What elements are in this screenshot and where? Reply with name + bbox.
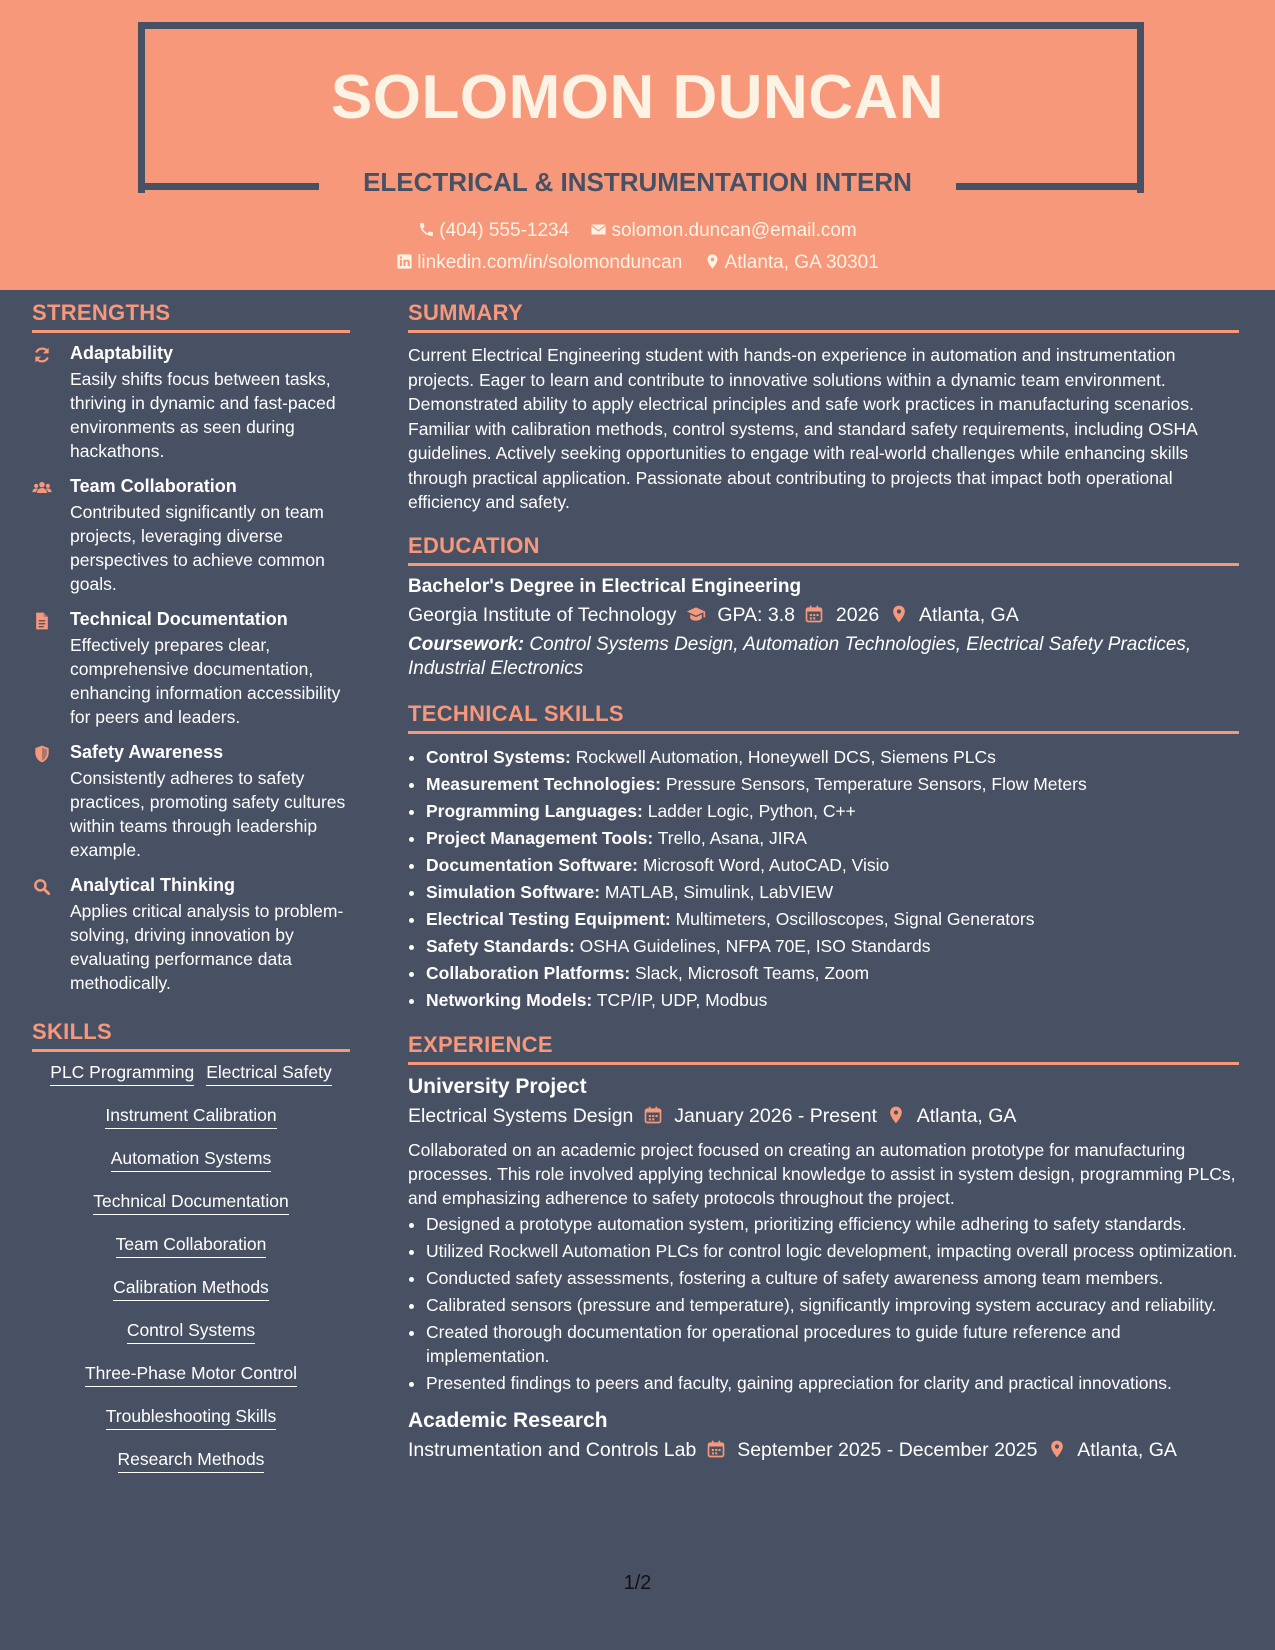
skill-category: Control Systems:	[426, 746, 571, 767]
skill-tag: Automation Systems	[111, 1148, 271, 1172]
skill-category: Simulation Software:	[426, 881, 601, 902]
contact-row-2	[0, 252, 1275, 274]
linkedin-icon	[396, 253, 413, 270]
skill-category: Safety Standards:	[426, 935, 575, 956]
strength-item	[32, 742, 350, 862]
phone-item[interactable]	[418, 220, 574, 241]
list-item	[426, 906, 1239, 933]
skill-category: Networking Models:	[426, 989, 593, 1010]
calendar-icon	[643, 1105, 663, 1125]
document-icon	[32, 611, 52, 631]
skill-category: Documentation Software:	[426, 854, 638, 875]
summary-heading: SUMMARY	[408, 300, 1239, 333]
job-location: Atlanta, GA	[1077, 1438, 1177, 1461]
technical-skills-heading: TECHNICAL SKILLS	[408, 701, 1239, 734]
list-item	[426, 987, 1239, 1014]
left-column	[32, 300, 350, 1492]
linkedin-text: linkedin.com/in/solomonduncan	[417, 252, 683, 273]
skill-tag: Electrical Safety	[206, 1062, 331, 1086]
strength-title: Safety Awareness	[70, 742, 224, 762]
skills-heading: SKILLS	[32, 1019, 350, 1052]
gpa-text: GPA: 3.8	[717, 603, 796, 626]
skill-tag: Troubleshooting Skills	[106, 1406, 277, 1430]
strength-title: Technical Documentation	[70, 609, 288, 629]
list-item: • Created thorough documentation for operational procedures to guide future reference and implementation.	[426, 1320, 1239, 1368]
job-org: Instrumentation and Controls Lab	[408, 1438, 697, 1461]
skill-values: TCP/IP, UDP, Modbus	[592, 989, 768, 1010]
job-dates: September 2025 - December 2025	[737, 1438, 1038, 1461]
list-item	[426, 771, 1239, 798]
technical-skills-list	[408, 744, 1239, 1014]
graduation-cap-icon	[686, 604, 706, 624]
skill-tag: Three-Phase Motor Control	[85, 1363, 297, 1387]
users-icon	[32, 478, 52, 498]
skill-tag: Team Collaboration	[116, 1234, 267, 1258]
school-name: Georgia Institute of Technology	[408, 603, 677, 626]
map-pin-icon	[704, 253, 721, 270]
skill-category: Measurement Technologies:	[426, 773, 662, 794]
job-org: Electrical Systems Design	[408, 1104, 634, 1127]
skill-tag: Research Methods	[118, 1449, 265, 1473]
skill-category: Collaboration Platforms:	[426, 962, 631, 983]
location-item	[704, 252, 879, 273]
strength-desc: Applies critical analysis to problem-solving, driving innovation by evaluating performance data methodically.	[70, 901, 344, 993]
linkedin-item[interactable]	[396, 252, 687, 273]
job-description: Collaborated on an academic project focused on creating an automation prototype for manufacturing processes. This role involved applying technical knowledge to assist in system design, programming PLCs, and emphasizing adherence to safety protocols throughout the project.	[408, 1139, 1236, 1208]
location-text: Atlanta, GA 30301	[724, 252, 879, 273]
strength-desc: Contributed significantly on team projects, leveraging diverse perspectives to achieve common goals.	[70, 502, 325, 594]
calendar-icon	[706, 1439, 726, 1459]
map-pin-icon	[889, 604, 909, 624]
skill-category: Programming Languages:	[426, 800, 643, 821]
phone-text: (404) 555-1234	[439, 220, 570, 241]
strengths-heading: STRENGTHS	[32, 300, 350, 333]
calendar-icon	[804, 604, 824, 624]
skill-tag: Instrument Calibration	[105, 1105, 276, 1129]
shield-icon	[32, 744, 52, 764]
skill-tag: Technical Documentation	[93, 1191, 289, 1215]
list-item	[426, 744, 1239, 771]
refresh-icon	[32, 345, 52, 365]
list-item: • Designed a prototype automation system, prioritizing efficiency while adhering to safety standards.	[426, 1212, 1239, 1236]
map-pin-icon	[1047, 1439, 1067, 1459]
page-number: 1/2	[623, 1572, 652, 1594]
skill-values: Ladder Logic, Python, C++	[642, 800, 856, 821]
list-item	[426, 933, 1239, 960]
phone-icon	[418, 221, 435, 238]
strength-title: Adaptability	[70, 343, 174, 363]
map-pin-icon	[886, 1105, 906, 1125]
job-meta	[408, 1439, 1239, 1462]
experience-heading: EXPERIENCE	[408, 1032, 1239, 1065]
coursework-label: Coursework:	[408, 633, 525, 655]
header-band	[0, 0, 1275, 290]
skill-tag: PLC Programming	[50, 1062, 194, 1086]
skill-tag: Control Systems	[127, 1320, 255, 1344]
education-heading: EDUCATION	[408, 533, 1239, 566]
skill-values: Trello, Asana, JIRA	[653, 827, 807, 848]
candidate-name: SOLOMON DUNCAN	[330, 63, 945, 132]
strength-item	[32, 875, 350, 995]
job-bullets	[408, 1212, 1239, 1395]
envelope-icon	[590, 221, 607, 238]
skill-values: Slack, Microsoft Teams, Zoom	[630, 962, 870, 983]
right-column	[408, 300, 1239, 1468]
list-item	[426, 825, 1239, 852]
job-meta	[408, 1105, 1239, 1128]
strength-item	[32, 609, 350, 729]
skill-tag: Calibration Methods	[113, 1277, 269, 1301]
list-item: • Calibrated sensors (pressure and temperature), significantly improving system accuracy and reliability.	[426, 1293, 1239, 1317]
skill-values: OSHA Guidelines, NFPA 70E, ISO Standards	[574, 935, 931, 956]
email-text: solomon.duncan@email.com	[611, 220, 857, 241]
graduation-year: 2026	[835, 603, 880, 626]
list-item	[426, 879, 1239, 906]
strength-desc: Consistently adheres to safety practices, promoting safety cultures within teams through leadership example.	[70, 768, 346, 860]
summary-text: Current Electrical Engineering student with hands-on experience in automation and instrumentation projects. Eager to learn and contribute to innovative solutions within a dynamic team environment. Demonstrated ability to apply electrical principles and safe work practices in manufacturing scenarios. Familiar with calibration methods, control systems, and standard safety requirements, including OSHA guidelines. Actively seeking opportunities to engage with real-world challenges while enhancing skills through practical application. Passionate about contributing to projects that impact both operational efficiency and safety.	[408, 345, 1197, 512]
list-item: • Utilized Rockwell Automation PLCs for control logic development, impacting overall process optimization.	[426, 1239, 1239, 1263]
skill-values: Microsoft Word, AutoCAD, Visio	[637, 854, 890, 875]
skill-values: Pressure Sensors, Temperature Sensors, Flow Meters	[661, 773, 1087, 794]
list-item: • Conducted safety assessments, fostering a culture of safety awareness among team members.	[426, 1266, 1239, 1290]
job-dates: January 2026 - Present	[674, 1104, 877, 1127]
degree-title: Bachelor's Degree in Electrical Engineering	[408, 575, 802, 597]
strength-desc: Easily shifts focus between tasks, thriving in dynamic and fast-paced environments as seen during hackathons.	[70, 369, 336, 461]
list-item: • Presented findings to peers and faculty, gaining appreciation for clarity and practical innovations.	[426, 1371, 1239, 1395]
strength-desc: Effectively prepares clear, comprehensive documentation, enhancing information accessibility for peers and leaders.	[70, 635, 341, 727]
contact-row-1	[0, 220, 1275, 242]
job-title: University Project	[408, 1074, 587, 1098]
strength-item	[32, 476, 350, 596]
education-location: Atlanta, GA	[919, 603, 1019, 626]
list-item	[426, 798, 1239, 825]
strength-item	[32, 343, 350, 463]
job-location: Atlanta, GA	[916, 1104, 1017, 1127]
skill-category: Electrical Testing Equipment:	[426, 908, 671, 929]
coursework-list: Control Systems Design, Automation Technologies, Electrical Safety Practices, Industrial Electronics	[408, 633, 1192, 679]
coursework	[408, 633, 1239, 681]
email-item[interactable]	[590, 220, 856, 241]
skill-values: Rockwell Automation, Honeywell DCS, Siemens PLCs	[570, 746, 996, 767]
skill-values: MATLAB, Simulink, LabVIEW	[600, 881, 834, 902]
list-item	[426, 852, 1239, 879]
job-title: Academic Research	[408, 1408, 608, 1432]
education-meta	[408, 604, 1239, 627]
search-icon	[32, 877, 52, 897]
strength-title: Team Collaboration	[70, 476, 237, 496]
candidate-role: ELECTRICAL & INSTRUMENTATION INTERN	[363, 167, 912, 197]
skill-values: Multimeters, Oscilloscopes, Signal Generators	[670, 908, 1035, 929]
skill-category: Project Management Tools:	[426, 827, 654, 848]
list-item	[426, 960, 1239, 987]
strength-title: Analytical Thinking	[70, 875, 236, 895]
skills-list	[32, 1062, 350, 1492]
